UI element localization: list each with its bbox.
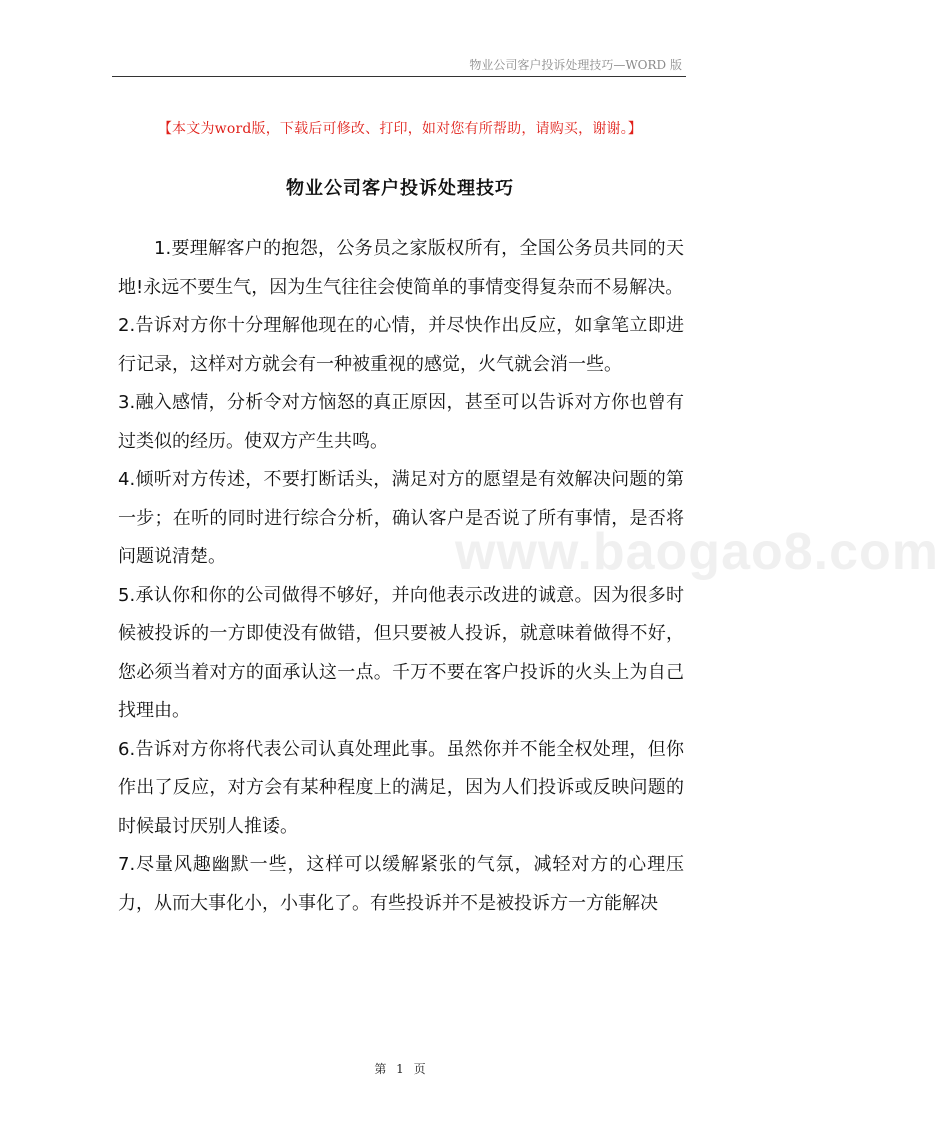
page-footer (0, 1060, 800, 1077)
paragraph-5: 5.承认你和你的公司做得不够好，并向他表示改进的诚意。因为很多时候被投诉的一方即使没有做错，但只要被人投诉，就意味着做得不好，您必须当着对方的面承认这一点。千万不要在客户投诉的火头上为自己找理由。 (118, 584, 684, 721)
page-number: 1 (396, 1062, 404, 1076)
watermark: www.baogao8.com (455, 523, 939, 581)
paragraph-7: 7.尽量风趣幽默一些，这样可以缓解紧张的气氛，减轻对方的心理压力，从而大事化小，小事化了。有些投诉并不是被投诉方一方能解决 (118, 854, 684, 914)
page-prefix: 第 (374, 1062, 387, 1076)
paragraph-2: 2.告诉对方你十分理解他现在的心情，并尽快作出反应，如拿笔立即进行记录，这样对方就会有一种被重视的感觉，火气就会消一些。 (118, 315, 684, 375)
header-divider (112, 76, 686, 77)
page-suffix: 页 (413, 1062, 426, 1076)
download-notice: 【本文为word版，下载后可修改、打印，如对您有所帮助，请购买，谢谢。】 (157, 121, 643, 137)
paragraph-3: 3.融入感情，分析令对方恼怒的真正原因，甚至可以告诉对方你也曾有过类似的经历。使双方产生共鸣。 (118, 392, 684, 452)
running-header: 物业公司客户投诉处理技巧—WORD 版 (469, 58, 682, 72)
document-title: 物业公司客户投诉处理技巧 (286, 178, 514, 199)
paragraph-1: 1.要理解客户的抱怨，公务员之家版权所有，全国公务员共同的天地!永远不要生气，因为生气往往会使简单的事情变得复杂而不易解决。 (118, 238, 684, 298)
document-body (118, 230, 684, 923)
paragraph-6: 6.告诉对方你将代表公司认真处理此事。虽然你并不能全权处理，但你作出了反应，对方会有某种程度上的满足，因为人们投诉或反映问题的时候最讨厌别人推诿。 (118, 738, 684, 837)
paragraph-4: 4.倾听对方传述，不要打断话头，满足对方的愿望是有效解决问题的第一步；在听的同时进行综合分析，确认客户是否说了所有事情，是否将问题说清楚。 (118, 469, 684, 567)
